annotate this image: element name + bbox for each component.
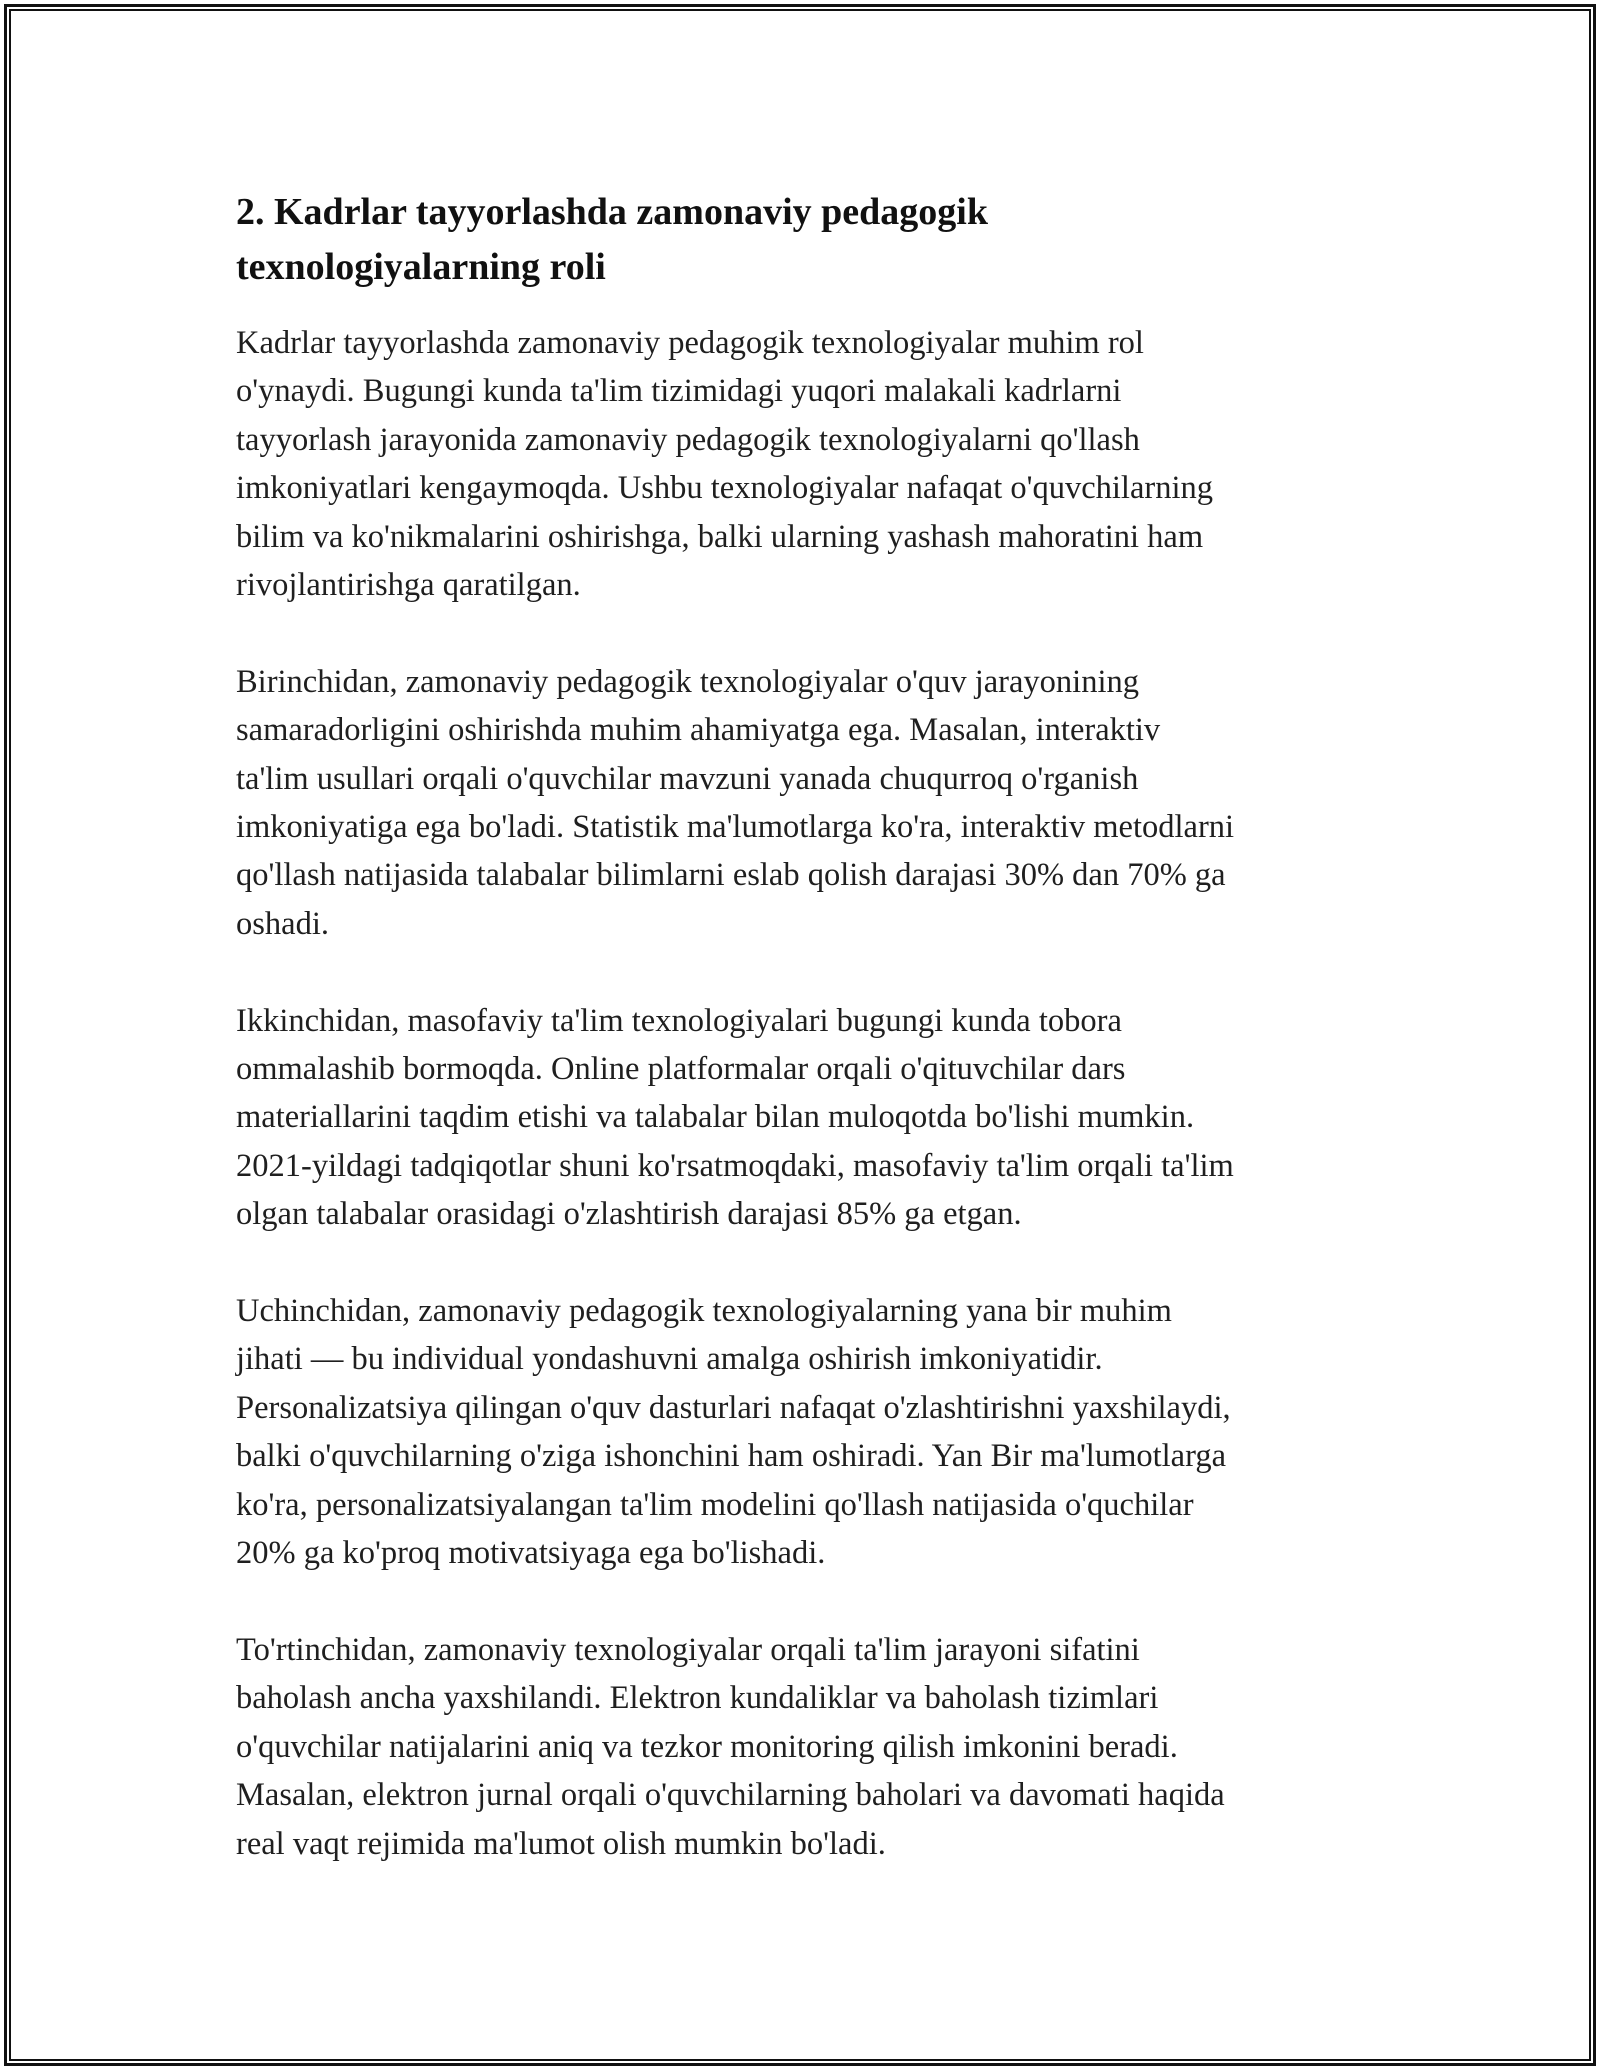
paragraph-third	[236, 1287, 1366, 1577]
text-line: ommalashib bormoqda. Online platformalar orqali o'qituvchilar dars	[236, 1051, 1126, 1088]
text-line: 2021-yildagi tadqiqotlar shuni ko'rsatmoqdaki, masofaviy ta'lim orqali ta'lim	[236, 1147, 1234, 1184]
text-line: real vaqt rejimida ma'lumot olish mumkin bo'ladi.	[236, 1825, 886, 1862]
text-line: Kadrlar tayyorlashda zamonaviy pedagogik texnologiyalar muhim rol	[236, 325, 1144, 361]
text-line: qo'llash natijasida talabalar bilimlarni eslab qolish darajasi 30% dan 70% ga	[236, 857, 1226, 894]
heading-line: texnologiyalarning roli	[236, 246, 606, 288]
text-line: tayyorlash jarayonida zamonaviy pedagogik texnologiyalarni qo'llash	[236, 421, 1140, 458]
text-line: imkoniyatlari kengaymoqda. Ushbu texnologiyalar nafaqat o'quvchilarning	[236, 470, 1213, 507]
paragraph-first	[236, 658, 1366, 948]
text-line: olgan talabalar orasidagi o'zlashtirish darajasi 85% ga etgan.	[236, 1196, 1022, 1233]
paragraph-fourth	[236, 1626, 1366, 1868]
text-line: jihati — bu individual yondashuvni amalga oshirish imkoniyatidir.	[236, 1341, 1103, 1378]
text-line: o'quvchilar natijalarini aniq va tezkor monitoring qilish imkonini beradi.	[236, 1728, 1178, 1765]
text-line: ko'ra, personalizatsiyalangan ta'lim modelini qo'llash natijasida o'quchilar	[236, 1486, 1194, 1523]
section-heading	[236, 185, 1366, 295]
text-line: samaradorligini oshirishda muhim ahamiyatga ega. Masalan, interaktiv	[236, 712, 1161, 749]
text-line: Ikkinchidan, masofaviy ta'lim texnologiyalari bugungi kunda tobora	[236, 1002, 1122, 1039]
text-line: ta'lim usullari orqali o'quvchilar mavzuni yanada chuqurroq o'rganish	[236, 760, 1139, 797]
heading-line: 2. Kadrlar tayyorlashda zamonaviy pedagogik	[236, 191, 988, 233]
text-line: oshadi.	[236, 905, 329, 942]
text-line: o'ynaydi. Bugungi kunda ta'lim tizimidagi yuqori malakali kadrlarni	[236, 373, 1122, 410]
document-body	[236, 185, 1366, 1868]
text-line: To'rtinchidan, zamonaviy texnologiyalar orqali ta'lim jarayoni sifatini	[236, 1631, 1140, 1668]
text-line: Masalan, elektron jurnal orqali o'quvchilarning baholari va davomati haqida	[236, 1777, 1225, 1814]
text-line: baholash ancha yaxshilandi. Elektron kundaliklar va baholash tizimlari	[236, 1680, 1159, 1717]
text-line: imkoniyatiga ega bo'ladi. Statistik ma'lumotlarga ko'ra, interaktiv metodlarni	[236, 809, 1235, 846]
text-line: rivojlantirishga qaratilgan.	[236, 567, 581, 604]
text-line: Birinchidan, zamonaviy pedagogik texnologiyalar o'quv jarayonining	[236, 663, 1139, 700]
paragraph-intro	[236, 319, 1366, 609]
text-line: balki o'quvchilarning o'ziga ishonchini ham oshiradi. Yan Bir ma'lumotlarga	[236, 1438, 1227, 1475]
text-line: 20% ga ko'proq motivatsiyaga ega bo'lishadi.	[236, 1535, 826, 1572]
text-line: bilim va ko'nikmalarini oshirishga, balki ularning yashash mahoratini ham	[236, 518, 1204, 555]
text-line: materiallarini taqdim etishi va talabalar bilan muloqotda bo'lishi mumkin.	[236, 1099, 1195, 1136]
text-line: Uchinchidan, zamonaviy pedagogik texnologiyalarning yana bir muhim	[236, 1293, 1172, 1330]
paragraph-second	[236, 997, 1366, 1239]
text-line: Personalizatsiya qilingan o'quv dasturlari nafaqat o'zlashtirishni yaxshilaydi,	[236, 1389, 1231, 1426]
